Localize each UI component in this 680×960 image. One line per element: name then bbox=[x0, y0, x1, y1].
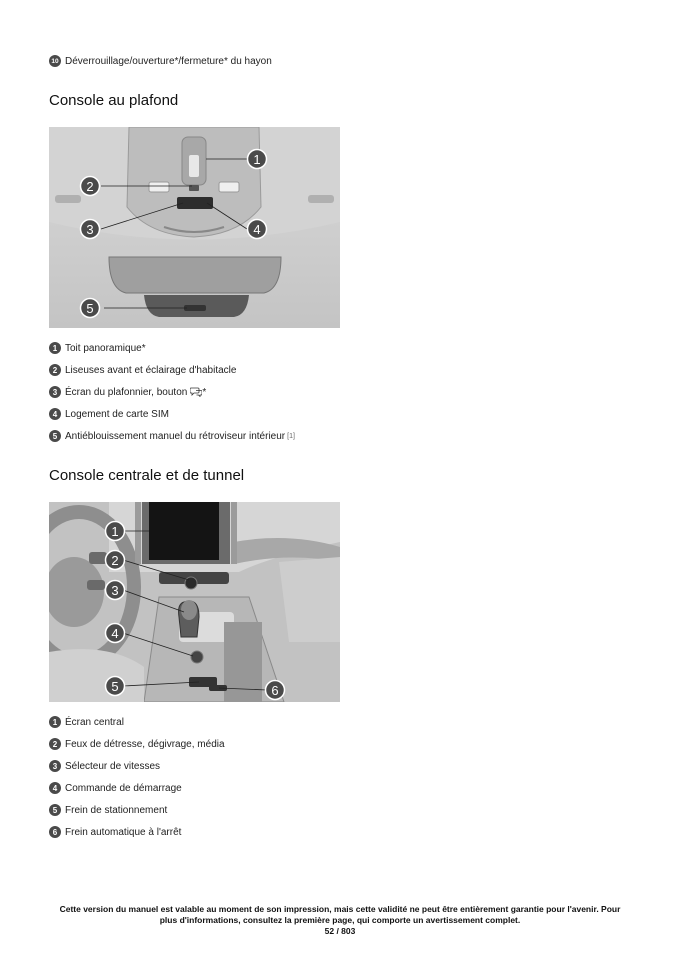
item-number-badge: 4 bbox=[49, 408, 61, 420]
item-number-badge: 5 bbox=[49, 430, 61, 442]
list-item-text: Frein de stationnement bbox=[65, 804, 168, 816]
page-footer bbox=[40, 904, 640, 937]
callout-4-label: 4 bbox=[111, 626, 119, 641]
page-number: 52 / 803 bbox=[324, 926, 356, 936]
item-number-badge: 1 bbox=[49, 342, 61, 354]
footnote-reference-link[interactable]: [1] bbox=[287, 432, 295, 440]
callout-3-label: 3 bbox=[86, 222, 94, 237]
top-item bbox=[49, 55, 272, 67]
list-item bbox=[49, 804, 167, 816]
list-item-text: Frein automatique à l'arrêt bbox=[65, 826, 182, 838]
list-item-text: Écran central bbox=[65, 716, 124, 728]
list-item bbox=[49, 430, 295, 442]
item-number-badge: 3 bbox=[49, 386, 61, 398]
optional-asterisk: * bbox=[202, 386, 207, 398]
callout-5-label: 5 bbox=[111, 679, 119, 694]
list-item-text: Sélecteur de vitesses bbox=[65, 760, 161, 772]
item-number-badge: 10 bbox=[49, 55, 61, 67]
item-number-badge: 1 bbox=[49, 716, 61, 728]
list-item bbox=[49, 716, 124, 728]
callout-1-label: 1 bbox=[111, 524, 119, 539]
list-item-text: Feux de détresse, dégivrage, média bbox=[65, 738, 225, 750]
section-title-ceiling-console: Console au plafond bbox=[49, 92, 179, 109]
list-item-text: Commande de démarrage bbox=[65, 782, 182, 794]
disclaimer-line-1: Cette version du manuel est valable au moment de son impression, mais cette validité ne peut être entièrement garantie pour l'avenir. Pour bbox=[59, 904, 621, 914]
callout-1-label: 1 bbox=[253, 152, 261, 167]
item-number-badge: 3 bbox=[49, 760, 61, 772]
list-item-text: Liseuses avant et éclairage d'habitacle bbox=[65, 364, 237, 376]
list-item-text: Logement de carte SIM bbox=[65, 408, 169, 420]
list-item-text: Toit panoramique* bbox=[65, 342, 146, 354]
list-item bbox=[49, 826, 181, 838]
list-item bbox=[49, 364, 236, 376]
top-item-text: Déverrouillage/ouverture*/fermeture* du hayon bbox=[65, 55, 272, 67]
ceiling-console-image bbox=[49, 127, 340, 328]
list-item bbox=[49, 760, 160, 772]
callout-5-label: 5 bbox=[86, 301, 94, 316]
item-number-badge: 2 bbox=[49, 738, 61, 750]
list-item bbox=[49, 408, 169, 420]
item-number-badge: 2 bbox=[49, 364, 61, 376]
center-console-image bbox=[49, 502, 340, 702]
list-item bbox=[49, 386, 206, 398]
callout-4-label: 4 bbox=[253, 222, 261, 237]
list-item bbox=[49, 738, 225, 750]
speech-bubble-icon bbox=[190, 387, 202, 397]
list-item bbox=[49, 782, 182, 794]
section-title-center-console: Console centrale et de tunnel bbox=[49, 467, 245, 484]
item-number-badge: 6 bbox=[49, 826, 61, 838]
list-item bbox=[49, 342, 146, 354]
callout-6-label: 6 bbox=[271, 683, 279, 698]
callout-3-label: 3 bbox=[111, 583, 119, 598]
list-item-text: Écran du plafonnier, bouton bbox=[65, 386, 188, 398]
item-number-badge: 4 bbox=[49, 782, 61, 794]
list-item-text: Antiéblouissement manuel du rétroviseur intérieur bbox=[65, 430, 286, 442]
disclaimer-line-2: plus d'informations, consultez la première page, qui comporte un avertissement complet. bbox=[159, 915, 521, 925]
callout-2-label: 2 bbox=[111, 553, 119, 568]
item-number-badge: 5 bbox=[49, 804, 61, 816]
callout-2-label: 2 bbox=[86, 179, 94, 194]
